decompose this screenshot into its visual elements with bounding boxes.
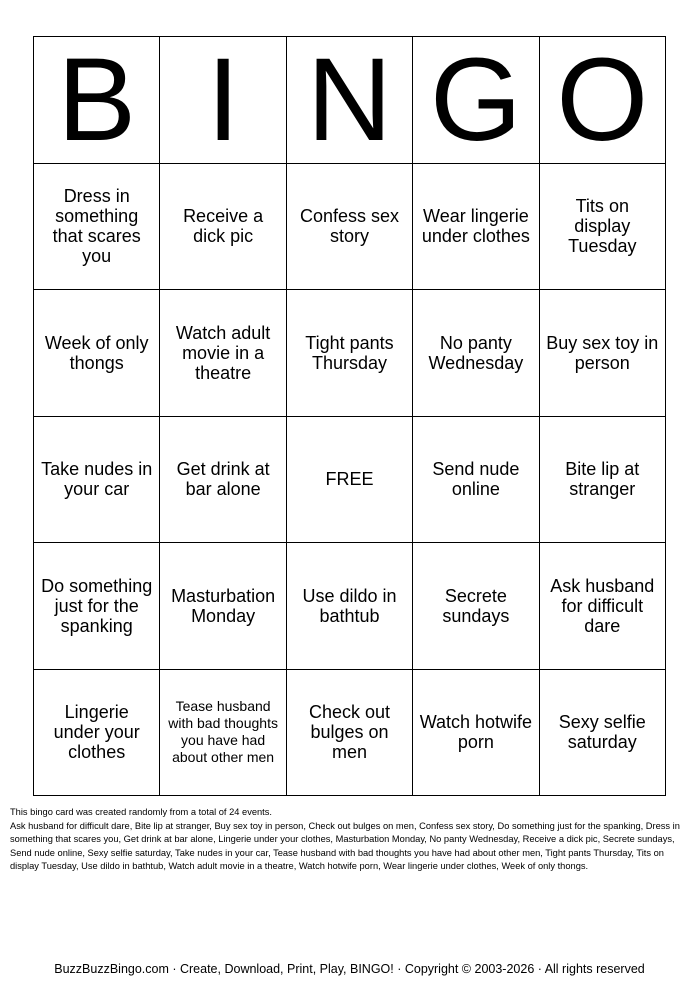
bingo-cell: Tight pants Thursday xyxy=(287,290,413,417)
bingo-cell: Masturbation Monday xyxy=(160,543,286,670)
bingo-cell: Check out bulges on men xyxy=(287,670,413,797)
bingo-cell: Wear lingerie under clothes xyxy=(413,164,539,291)
bingo-cell: No panty Wednesday xyxy=(413,290,539,417)
bingo-cell: Tits on display Tuesday xyxy=(540,164,666,291)
bingo-cell: Take nudes in your car xyxy=(34,417,160,544)
bingo-cell: Dress in something that scares you xyxy=(34,164,160,291)
bingo-cell: Secrete sundays xyxy=(413,543,539,670)
bingo-cell: Watch hotwife porn xyxy=(413,670,539,797)
bingo-cell: Do something just for the spanking xyxy=(34,543,160,670)
info-events-list: Ask husband for difficult dare, Bite lip at stranger, Buy sex toy in person, Check out bulges on men, Confess sex story, Do something just for the spanking, Dress in something that scares you, Get drink at bar alone, Lingerie under your clothes, Masturbation Monday, No panty Wednesday, Receive a dick pic, Secrete sundays, Send nude online, Sexy selfie saturday, Take nudes in your car, Tease husband with bad thoughts you have had about other men, Tight pants Thursday, Tits on display Tuesday, Use dildo in bathtub, Watch adult movie in a theatre, Watch hotwife porn, Wear lingerie under clothes, Week of only thongs. xyxy=(10,820,680,871)
bingo-cell: Ask husband for difficult dare xyxy=(540,543,666,670)
header-letter-b: B xyxy=(34,37,160,164)
page-footer: BuzzBuzzBingo.com · Create, Download, Print, Play, BINGO! · Copyright © 2003-2026 · All rights reserved xyxy=(54,962,645,976)
bingo-cell: Buy sex toy in person xyxy=(540,290,666,417)
header-letter-g: G xyxy=(413,37,539,164)
bingo-cell: Sexy selfie saturday xyxy=(540,670,666,797)
header-letter-n: N xyxy=(287,37,413,164)
bingo-cell: Receive a dick pic xyxy=(160,164,286,291)
bingo-cell: Send nude online xyxy=(413,417,539,544)
bingo-cell: Get drink at bar alone xyxy=(160,417,286,544)
card-info xyxy=(10,806,692,874)
bingo-cell: Week of only thongs xyxy=(34,290,160,417)
bingo-cell: Use dildo in bathtub xyxy=(287,543,413,670)
bingo-cell: Lingerie under your clothes xyxy=(34,670,160,797)
bingo-cell: Tease husband with bad thoughts you have had about other men xyxy=(160,670,286,797)
bingo-card xyxy=(33,36,666,796)
free-space-cell: FREE xyxy=(287,417,413,544)
bingo-cell: Bite lip at stranger xyxy=(540,417,666,544)
header-letter-i: I xyxy=(160,37,286,164)
bingo-cell: Watch adult movie in a theatre xyxy=(160,290,286,417)
bingo-cell: Confess sex story xyxy=(287,164,413,291)
info-summary: This bingo card was created randomly from a total of 24 events. xyxy=(10,807,272,817)
header-letter-o: O xyxy=(540,37,666,164)
